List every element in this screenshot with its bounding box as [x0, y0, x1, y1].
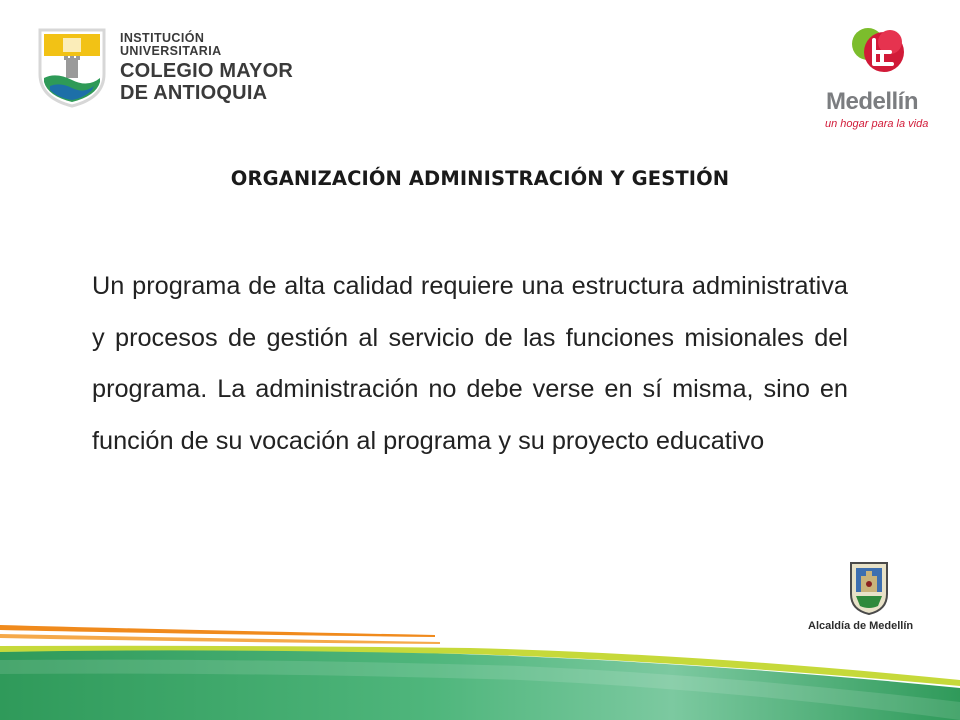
- decorative-waves: [0, 590, 960, 720]
- city-name: Medellín: [826, 88, 919, 115]
- shield-icon: [36, 26, 108, 108]
- body-paragraph: Un programa de alta calidad requiere una estructura administrativa y procesos de gestión al servicio de las funciones misionales del programa. La administración no debe verse en sí misma, sino en función de su vocación al programa y su proyecto educativo: [92, 272, 848, 455]
- slide-title: ORGANIZACIÓN ADMINISTRACIÓN Y GESTIÓN: [230, 167, 730, 190]
- institution-name-line2: COLEGIO MAYOR: [120, 60, 293, 82]
- institution-logo: [36, 26, 306, 108]
- institution-name-line1: INSTITUCIÓN UNIVERSITARIA: [120, 31, 222, 58]
- institution-name-line3: DE ANTIOQUIA: [120, 82, 268, 104]
- city-tagline: un hogar para la vida: [825, 118, 929, 130]
- medellin-logo: [818, 24, 938, 130]
- seal-label: Alcaldía de Medellín: [808, 620, 914, 632]
- institution-name: [120, 32, 306, 103]
- medellin-emblem-icon: [850, 24, 908, 82]
